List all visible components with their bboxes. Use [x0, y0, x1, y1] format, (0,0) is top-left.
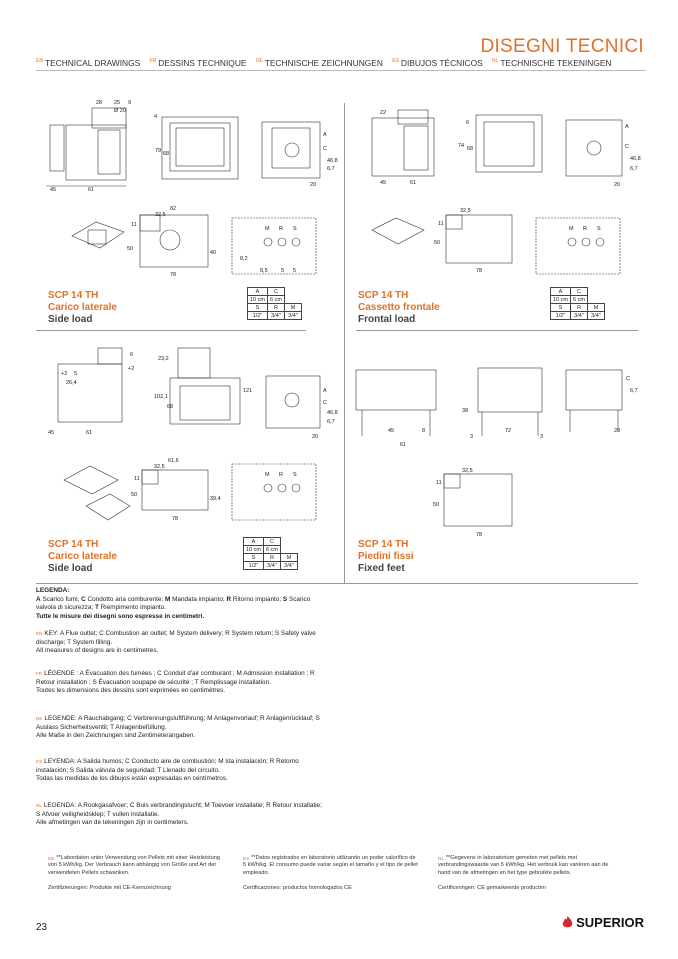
drawing-front-view-1 [154, 114, 238, 179]
dim-plus2a: +2 [61, 371, 68, 377]
dim-4: 4 [154, 114, 158, 120]
drawing-side-view-3 [48, 348, 134, 436]
dim-72: 72 [505, 428, 512, 434]
model-caption-4: SCP 14 TH Piedini fissi Fixed feet [358, 539, 414, 574]
svg-text:R: R [583, 226, 587, 232]
dim-32-5d: 32,5 [462, 468, 473, 474]
dim-32-5c: 32,5 [154, 464, 165, 470]
svg-text:C: C [625, 144, 629, 150]
dim-46-8b: 46,8 [630, 156, 641, 162]
legend-it: LEGENDA: A Scarico fumi; C Condotto aria comburente; M Mandata impianto; R Ritorno impianto; S Scarico valvola di sicurezza; T Riempimento impianto. Tutte le misure dei disegni sono espresse in centimetri. [36, 587, 311, 620]
label-m: M [265, 226, 270, 232]
svg-text:M: M [569, 226, 574, 232]
dim-6-7: 6,7 [327, 166, 335, 172]
dim-39-4: 39,4 [210, 496, 221, 502]
dim-6-7d: 6,7 [630, 388, 638, 394]
svg-text:M: M [265, 472, 270, 478]
lang-nl: $^{NL}$ TECHNISCHE TEKENINGEN [492, 58, 612, 68]
dim-9: 9 [128, 100, 132, 106]
lang-en: $^{EN}$ TECHNICAL DRAWINGS [36, 58, 141, 68]
dim-45: 45 [50, 187, 57, 193]
drawing-top-view-3 [131, 458, 221, 522]
drawing-top-view-2 [434, 208, 512, 274]
note-de: $^{DE}$ **Labordaten unter Verwendung von Pellets mit einer Heizleistung von 5 kWh/kg. Der Verbrauch kann abhängig von Größe und Art der verwendeten Pellets schwanken. Zertifizierungen: Produkte mit CE-Kennzeichnung [48, 855, 220, 891]
model-caption-1: SCP 14 TH Carico laterale Side load [48, 290, 117, 325]
flame-icon [562, 916, 573, 929]
dim-20b: 20 [614, 182, 621, 188]
legend-es: $^{ES}$ LEYENDA: A Salida humos; C Conducto aire de combustión; M Ida instalación; R Retorno instalación; S Salida válvula de seguridad; T Llenado del circuito. Todas las medidas de los dibujos están expresadas en centímetros. [36, 758, 299, 783]
dim-82: 82 [170, 206, 177, 212]
svg-text:R: R [279, 472, 283, 478]
drawing-side-view-2 [372, 110, 434, 186]
legend-de: $^{DE}$ LEGENDE: A Rauchabgang; C Verbrennungsluftführung; M Anlagenvorlauf; R Anlagenrücklauf; S Auslass Sicherheitsventil; T Anlagenbefüllung. Alle Maße in den Zeichnungen sind Zentimeterangaben. [36, 715, 320, 740]
dim-78c: 78 [172, 516, 179, 522]
dim-23-2: 23,2 [158, 356, 169, 362]
dim-3a: 3 [470, 434, 474, 440]
dim-6-7c: 6,7 [327, 419, 335, 425]
dim-20d: 20 [614, 428, 621, 434]
spec-table-2: A C 10 cm 6 cm S R M 1/2" 3/4" 3/4" [550, 287, 605, 320]
dim-28: 28 [96, 100, 103, 106]
model-caption-2: SCP 14 TH Cassetto frontale Frontal load [358, 290, 440, 325]
dim-6c: 6 [130, 352, 134, 358]
label-s: S [293, 226, 297, 232]
dim-26-4: 26,4 [66, 380, 77, 386]
drawing-top-view-4 [433, 468, 512, 538]
dim-78: 78 [170, 272, 177, 278]
spec-table-3: A C 10 cm 6 cm S R M 1/2" 3/4" 3/4" [243, 537, 298, 570]
dim-8: 8 [422, 428, 426, 434]
dim-74: 74 [458, 143, 465, 149]
legend-nl: $^{NL}$ LEGENDA: A Rookgasafvoer; C Buis verbrandingslucht; M Toevoer installatie; R Retour installatie; S Afvoer veiligheidsklep; T vullen installatie. Alle afmetingen van de tekeningen zijn in centimeters. [36, 802, 322, 827]
dim-38: 38 [462, 408, 469, 414]
dim-68c: 68 [167, 404, 174, 410]
lang-de: $^{DE}$ TECHNISCHE ZEICHNUNGEN [255, 58, 383, 68]
drawing-connections-1 [232, 218, 316, 274]
dim-6: 6 [466, 120, 470, 126]
svg-text:A: A [323, 388, 327, 394]
dim-40: 40 [210, 250, 217, 256]
dim-11b: 11 [438, 221, 444, 227]
drawing-front-view-2 [458, 115, 542, 172]
dim-5b: 5 [293, 268, 297, 274]
dim-61b: 61 [410, 180, 417, 186]
spec-table-1: A C 10 cm 6 cm S R M 1/2" 3/4" 3/4" [247, 287, 302, 320]
dim-5a: 5 [281, 268, 285, 274]
dim-25: 25 [114, 100, 121, 106]
svg-text:C: C [323, 400, 327, 406]
drawing-connections-2 [536, 218, 620, 274]
dim-78d: 78 [476, 532, 483, 538]
legend-en: $^{EN}$ KEY: A Flue outlet; C Combustion air outlet; M System delivery; R System return; S Safety valve discharge; T System filling. All measures of designs are in centimetres. [36, 630, 316, 655]
svg-text:S: S [597, 226, 601, 232]
dim-68: 68 [163, 151, 170, 157]
dim-79: 79 [155, 148, 162, 154]
label-a: A [323, 132, 327, 138]
svg-text:A: A [625, 124, 629, 130]
legend-fr: $^{FR}$ LÉGENDE : A Évacuation des fumées ; C Conduit d'air comburant ; M Admission installation ; R Retour installation ; S Évacuation soupape de sécurité ; T Remplissage installation. Toutes les dimensions des dessins sont exprimées en centimètres. [36, 670, 315, 695]
drawing-rear-view-2 [566, 120, 641, 188]
note-nl: $^{NL}$ **Gegevens in laboratorium gemeten met pellets met verbrandingswaarde van 5 kWh/kg. Het verbruik kan variëren aan de hand van de afmetingen en het type gebruikte pellets. Certificeringen: CE gemarkeerde producten [438, 855, 609, 891]
label-c: C [323, 146, 327, 152]
drawing-side-view-4 [356, 370, 436, 448]
drawing-front-view-3 [154, 348, 252, 424]
dim-61: 61 [88, 187, 95, 193]
dim-46-8: 46,8 [327, 158, 338, 164]
dim-32-5b: 32,5 [460, 208, 471, 214]
dim-6-7b: 6,7 [630, 166, 638, 172]
lang-es: $^{ES}$ DIBUJOS TÉCNICOS [392, 58, 483, 68]
drawing-side-view-1 [46, 100, 131, 193]
drawing-connections-3 [232, 464, 316, 520]
svg-text:S: S [293, 472, 297, 478]
dim-8-2: 8,2 [240, 256, 248, 262]
brand-logo: SUPERIOR [562, 915, 644, 930]
dim-50: 50 [127, 246, 134, 252]
label-r: R [279, 226, 283, 232]
page-title: DISEGNI TECNICI [480, 36, 644, 57]
dim-45b: 45 [380, 180, 387, 186]
drawing-iso-1 [72, 222, 124, 248]
drawing-rear-view-4 [566, 370, 638, 434]
dim-11c: 11 [134, 476, 140, 482]
dim-50d: 50 [433, 502, 440, 508]
svg-text:C: C [626, 376, 630, 382]
dim-102-1: 102,1 [154, 394, 168, 400]
dim-61c: 61 [86, 430, 93, 436]
dim-50b: 50 [434, 240, 441, 246]
dim-32-5: 32,5 [155, 212, 166, 218]
dim-d20: Ø 20 [114, 108, 126, 114]
dim-20c: 20 [312, 434, 319, 440]
dim-78b: 78 [476, 268, 483, 274]
dim-61d: 61 [400, 442, 407, 448]
note-es: $^{ES}$ **Datos registrados en laboratorio utilizando un poder calorífico de 5 kWh/kg. El consumo puede variar según el tamaño y el tipo de pellet empleado. Certificaciones: productos homologados CE [243, 855, 418, 891]
lang-fr: $^{FR}$ DESSINS TECHNIQUE [149, 58, 247, 68]
drawing-iso-3 [64, 466, 130, 520]
dim-68b: 68 [467, 146, 474, 152]
dim-plus2b: +2 [128, 366, 135, 372]
dim-8-5: 8,5 [260, 268, 268, 274]
dim-5c: 5 [74, 371, 78, 377]
dim-61-6: 61,6 [168, 458, 179, 464]
drawing-top-view-1 [127, 206, 216, 278]
drawing-rear-view-3 [266, 376, 338, 440]
drawing-iso-2 [372, 218, 424, 244]
dim-11: 11 [131, 222, 137, 228]
dim-3b: 3 [540, 434, 544, 440]
dim-45c: 45 [48, 430, 55, 436]
dim-45d: 45 [388, 428, 395, 434]
dim-50c: 50 [131, 492, 138, 498]
dim-46-8c: 46,8 [327, 410, 338, 416]
dim-121: 121 [243, 388, 253, 394]
page-number: 23 [36, 922, 48, 933]
drawing-rear-view-1 [262, 122, 338, 188]
dim-22: 22 [380, 110, 387, 116]
dim-11d: 11 [436, 480, 442, 486]
drawing-front-view-4 [462, 368, 543, 440]
dim-20: 20 [310, 182, 317, 188]
model-caption-3: SCP 14 TH Carico laterale Side load [48, 539, 117, 574]
